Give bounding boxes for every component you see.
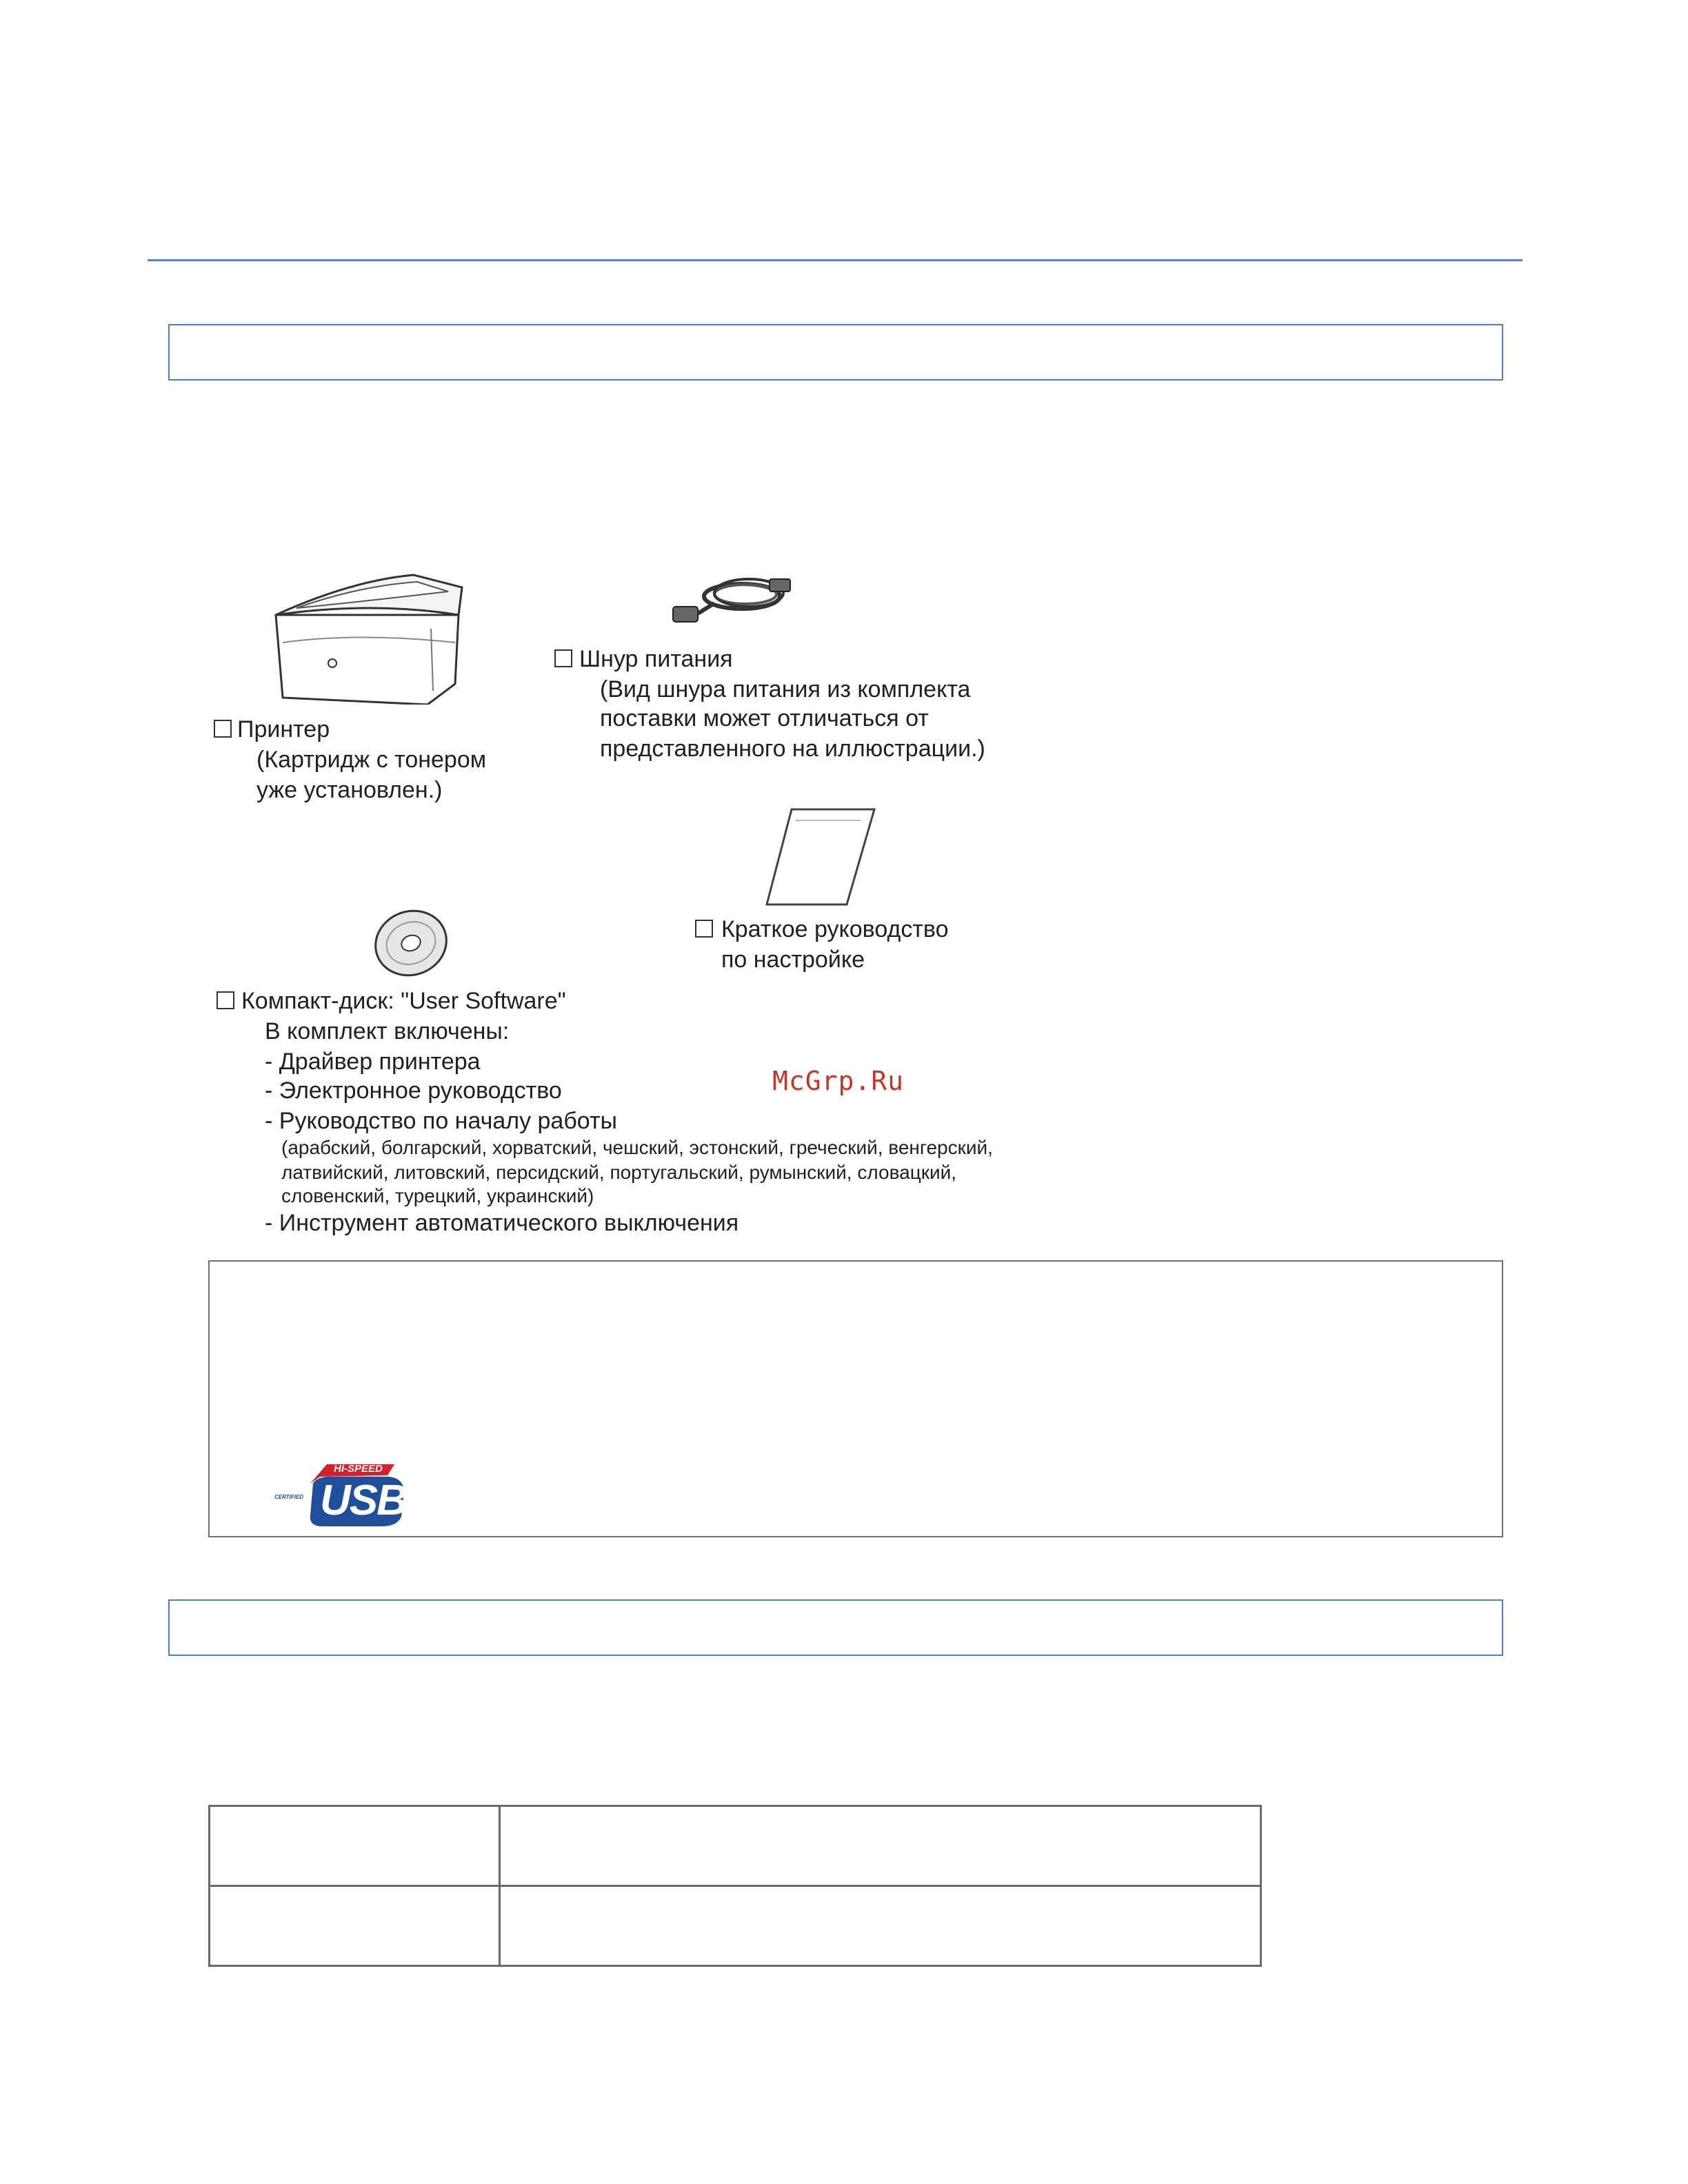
- quick-guide-label-line2: по настройке: [721, 947, 865, 973]
- cd-languages-line1: (арабский, болгарский, хорватский, чешский, эстонский, греческий, венгерский,: [281, 1137, 993, 1158]
- usb-logo-banner: HI-SPEED: [334, 1463, 383, 1475]
- section-header-box-2: [168, 1599, 1503, 1656]
- power-cord-label: Шнур питания: [579, 646, 733, 672]
- watermark: McGrp.Ru: [772, 1066, 905, 1096]
- cd-included-heading: В комплект включены:: [265, 1018, 510, 1044]
- usb-logo-certified: CERTIFIED: [274, 1494, 304, 1500]
- printer-label: Принтер: [237, 716, 330, 742]
- power-cord-note-line1: (Вид шнура питания из комплекта: [600, 676, 971, 702]
- printer-note-line2: уже установлен.): [257, 777, 443, 803]
- cd-checkbox[interactable]: [217, 991, 234, 1009]
- usb-logo-text: USB: [320, 1477, 406, 1524]
- cd-item-auto-shutdown: - Инструмент автоматического выключения: [265, 1210, 739, 1236]
- printer-checkbox[interactable]: [214, 720, 232, 738]
- usb-logo: [272, 1460, 414, 1529]
- power-cord-note-line2: поставки может отличаться от: [600, 705, 929, 731]
- table-cell: [500, 1806, 1261, 1886]
- cd-label: Компакт-диск: "User Software": [241, 988, 566, 1014]
- table-row: [210, 1886, 1261, 1966]
- printer-note-line1: (Картридж с тонером: [257, 747, 487, 773]
- power-cord-note-line3: представленного на иллюстрации.): [600, 736, 985, 762]
- cd-item-printer-driver: - Драйвер принтера: [265, 1049, 481, 1075]
- table-cell: [500, 1886, 1261, 1966]
- quick-guide-label-line1: Краткое руководство: [721, 916, 949, 942]
- header-rule: [148, 259, 1523, 261]
- guide-booklet-illustration: [764, 807, 877, 907]
- cd-item-e-manual: - Электронное руководство: [265, 1078, 562, 1104]
- cd-item-getting-started: - Руководство по началу работы: [265, 1108, 617, 1134]
- cd-languages-line2: латвийский, литовский, персидский, португальский, румынский, словацкий,: [281, 1162, 957, 1183]
- power-cord-illustration: [666, 565, 794, 634]
- table-row: [210, 1806, 1261, 1886]
- table-cell: [210, 1886, 500, 1966]
- quick-guide-checkbox[interactable]: [695, 920, 713, 938]
- cd-disc-illustration: [370, 909, 452, 978]
- power-cord-checkbox[interactable]: [554, 649, 572, 667]
- section-header-box-1: [168, 324, 1503, 381]
- printer-illustration: [255, 567, 469, 705]
- table-cell: [210, 1806, 500, 1886]
- spec-table: [208, 1805, 1262, 1967]
- cd-languages-line3: словенский, турецкий, украинский): [281, 1185, 594, 1206]
